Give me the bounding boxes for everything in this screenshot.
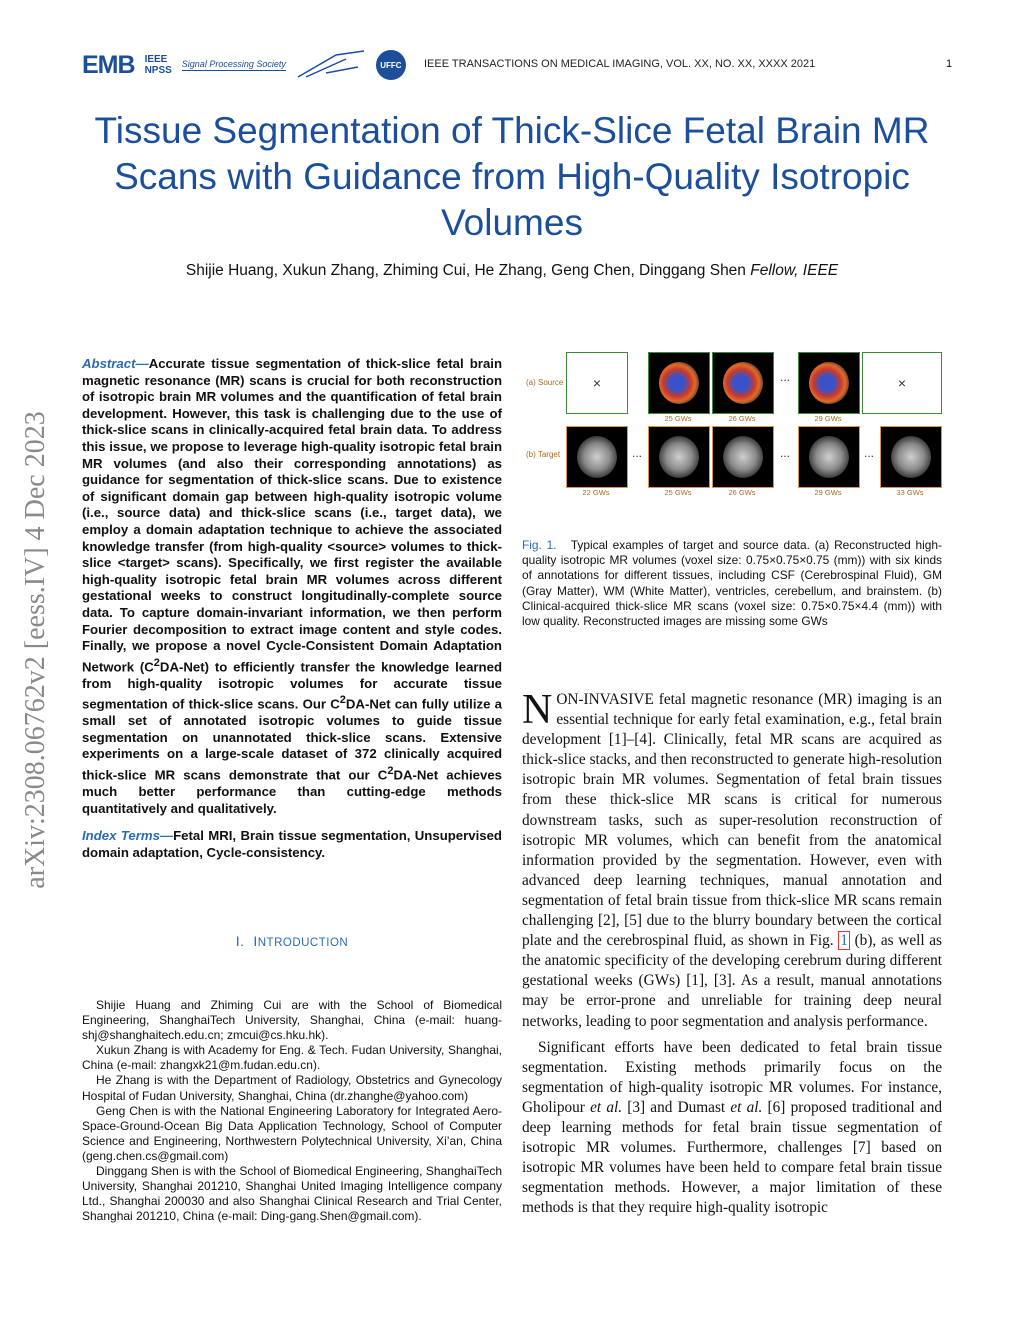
source-slice-missing: ×: [566, 352, 628, 414]
ellipsis: ...: [632, 446, 643, 460]
gw-label: 26 GWs: [728, 414, 756, 423]
gw-label: 33 GWs: [896, 488, 924, 497]
target-slice: [712, 426, 774, 488]
index-terms: Index Terms—Fetal MRI, Brain tissue segmentation, Unsupervised domain adaptation, Cycle-consistency.: [82, 828, 502, 860]
intro-body: [522, 687, 943, 1218]
ellipsis: ...: [780, 446, 791, 460]
gw-label: 26 GWs: [728, 488, 756, 497]
sps-logo: Signal Processing Society: [181, 59, 286, 69]
intro-paragraph-1: NON-INVASIVE fetal magnetic resonance (MR) imaging is an essential technique for early fetal examination, e.g., fetal brain development [1]–[4]. Clinically, fetal MR scans are acquired as thick-slice stacks, and then reconstructed to generate high-resolution isotropic brain MR volumes. Segmentation of fetal brain tissues from these thick-slice MR scans is critical for numerous downstream tasks, such as super-resolution reconstruction of isotropic MR volumes, which can benefit from the anatomical information provided by the segmentation. However, even with advanced deep learning techniques, manual annotation and segmentation of fetal brain tissue from thick-slice MR scans remain challenging [2], [5] due to the blurry boundary between the cortical plate and the cerebrospinal fluid, as shown in Fig. 1 (b), as well as the anatomic specificity of the developing cerebrum during different gestational weeks (GWs) [1], [3]. As a result, manual annotations may be error-prone and unreliable for training deep neural networks, leading to poor segmentation and analysis performance.: [522, 687, 942, 1030]
ellipsis: ...: [780, 370, 791, 384]
target-slice: [880, 426, 942, 488]
gw-label: 25 GWs: [664, 414, 692, 423]
gw-label: 25 GWs: [664, 488, 692, 497]
emb-logo: EMB: [82, 50, 135, 79]
source-slice: [798, 352, 860, 414]
gw-label: 29 GWs: [814, 414, 842, 423]
affiliations: Shijie Huang and Zhiming Cui are with the School of Biomedical Engineering, ShanghaiTech University, Shanghai, China (e-mail: huang-shj@shanghaitech.edu.cn; zmcui@cs.hku.hk). Xukun Zhang is with Academy for Eng. & Tech. Fudan University, Shanghai, China (e-mail: zhangxk21@m.fudan.edu.cn). He Zhang is with the Department of Radiology, Obstetrics and Gynecology Hospital of Fudan University, Shanghai, China (dr.zhanghe@yahoo.com) Geng Chen is with the National Engineering Laboratory for Integrated Aero-Space-Ground-Ocean Big Data Application Technology, School of Computer Science and Engineering, Northwestern Polytechnical University, Xi’an, China (geng.chen.cs@gmail.com) Dinggang Shen is with the School of Biomedical Engineering, ShanghaiTech University, Shanghai 201210, Shanghai United Imaging Intelligence company Ltd., Shanghai 200030 and also Shanghai Clinical Research and Trial Center, Shanghai 201210, China (e-mail: Ding-gang.Shen@gmail.com).: [82, 998, 502, 1224]
row-label-source: (a) Source: [526, 378, 564, 387]
paper-title: Tissue Segmentation of Thick-Slice Fetal Brain MR Scans with Guidance from High-Quality Isotropic Volumes: [94, 110, 930, 243]
page-number: 1: [946, 58, 953, 70]
abstract: Abstract—Accurate tissue segmentation of thick-slice fetal brain magnetic resonance (MR) scans is crucial for both reconstruction of isotropic brain MR volumes and the quantification of fetal brain development. However, this task is challenging due to the use of thick-slice scans in clinically-acquired fetal brain data. To address this issue, we propose to leverage high-quality isotropic fetal brain MR volumes (and also their corresponding annotations) as guidance for segmentation of thick-slice scans. Due to existence of significant domain gap between high-quality isotropic volume (i.e., source data) and thick-slice scans (i.e., target data), we employ a domain adaptation technique to achieve the associated knowledge transfer (from high-quality <source> volumes to thick-slice <target> scans). Specifically, we first register the available high-quality isotropic fetal brain MR volumes across different gestational weeks to construct longitudinally-complete source data. To capture domain-invariant information, we then perform Fourier decomposition to extract image content and style codes. Finally, we propose a novel Cycle-Consistent Domain Adaptation Network $(C^2DA-Net)$ to efficiently transfer the knowledge learned from high-quality isotropic volumes for accurate tissue segmentation of thick-slice scans. Our $C^2DA$-Net can fully utilize a small set of annotated isotropic volumes to guide tissue segmentation on unannotated thick-slice scans. Extensive experiments on a large-scale dataset of 372 clinically acquired thick-slice MR scans demonstrate that our $C^2DA$-Net achieves much better performance than cutting-edge methods quantitatively and qualitatively. Index Terms—Fetal MRI, Brain tissue segmentation, Unsupervised domain adaptation, Cycle-consistency.: [82, 356, 503, 860]
source-slice: [712, 352, 774, 414]
source-slice: [648, 352, 710, 414]
gw-label: 29 GWs: [814, 488, 842, 497]
target-slice: [566, 426, 628, 488]
figure-reference-link[interactable]: 1: [840, 932, 848, 950]
abstract-label: Abstract—: [82, 356, 149, 371]
wing-logo-icon: [296, 47, 366, 83]
target-slice: [648, 426, 710, 488]
row-label-target: (b) Target: [526, 450, 561, 459]
journal-header: IEEE TRANSACTIONS ON MEDICAL IMAGING, VOL. XX, NO. XX, XXXX 2021: [424, 58, 816, 70]
ellipsis: ...: [864, 446, 875, 460]
figure-1: [522, 350, 942, 498]
section-heading: I. INTRODUCTION: [235, 933, 349, 949]
figure-caption: Fig. 1. Typical examples of target and source data. (a) Reconstructed high-quality isotropic MR volumes (voxel size: 0.75×0.75×0.75 (mm)) with six kinds of annotations for different tissues, including CSF (Cerebrospinal Fluid), GM (Gray Matter), WM (White Matter), ventricles, cerebellum, and brainstem. (b) Clinical-acquired thick-slice MR scans (voxel size: 0.75×0.75×4.4 (mm)) with low quality. Reconstructed images are missing some GWs: [522, 538, 942, 629]
intro-paragraph-2: Significant efforts have been dedicated to fetal brain tissue segmentation. Existing methods primarily focus on the segmentation of high-quality isotropic MR volumes. For instance, Gholipour et al. [3] and Dumast et al. [6] proposed traditional and deep learning methods for fetal brain tissue segmentation of isotropic MR volumes. Furthermore, challenges [7] based on isotropic MR volumes have been held to compare fetal brain tissue segmentation methods. However, a major limitation of these methods is that they require high-quality isotropic: [522, 1038, 943, 1217]
target-slice: [798, 426, 860, 488]
uffc-logo: UFFC: [376, 50, 406, 80]
arxiv-stamp: arXiv:2308.06762v2 [eess.IV] 4 Dec 2023: [20, 411, 51, 889]
source-slice-missing: ×: [862, 352, 942, 414]
npss-logo: IEEE NPSS: [144, 54, 172, 76]
author-list: Shijie Huang, Xukun Zhang, Zhiming Cui, He Zhang, Geng Chen, Dinggang Shen Fellow, IEEE: [185, 262, 839, 279]
publisher-logos: [82, 40, 406, 90]
gw-label: 22 GWs: [582, 488, 610, 497]
